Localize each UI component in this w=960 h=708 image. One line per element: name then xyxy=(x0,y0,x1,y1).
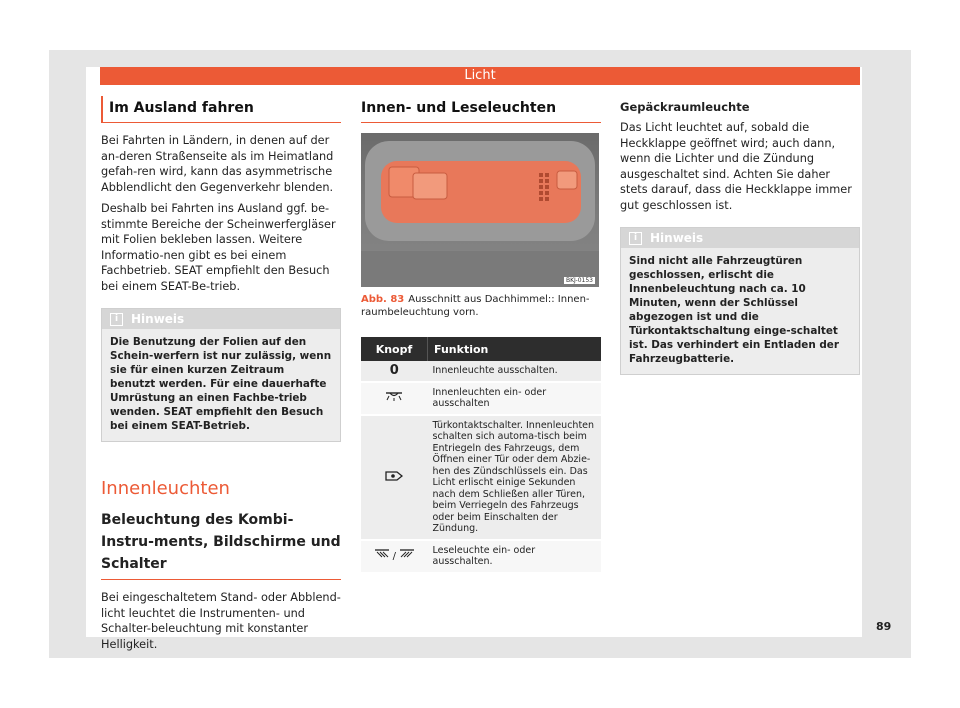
figure-caption xyxy=(361,293,601,319)
reading-light-icon xyxy=(399,549,415,559)
image-code: BKJ-0153 xyxy=(565,277,593,284)
chapter-title: Innenleuchten xyxy=(101,478,230,499)
table-cell-function: Türkontaktschalter. Innenleuchten schalten sich automa-tisch beim Entriegeln des Fahrzeugs, dem Öffnen einer Tür oder dem Abzie-hen des Zündschlüssels ein. Das Licht erlischt einige Sekunden nach dem Schließen aller Türen, beim Verriegeln des Fahrzeugs oder beim Einschalten der Zündung. xyxy=(428,415,602,540)
sub-heading: Beleuchtung des Kombi-Instru-ments, Bildschirme und Schalter xyxy=(101,509,341,580)
table-header-knopf: Knopf xyxy=(361,337,428,361)
figure-caption-text: Ausschnitt aus Dachhimmel:: Innen-raumbeleuchtung vorn. xyxy=(361,294,590,318)
table-row xyxy=(361,361,601,382)
note-text: Sind nicht alle Fahrzeugtüren geschlossen, erlischt die Innenbeleuchtung nach ca. 10 Minuten, wenn der Schlüssel abgezogen ist und die Türkontaktschaltung einge-schaltet ist. Das verhindert ein Entladen der Fahrzeugbatterie. xyxy=(629,255,839,365)
note-header xyxy=(621,228,859,248)
key-interior-light xyxy=(361,382,428,415)
section-heading-lights: Innen- und Leseleuchten xyxy=(361,96,601,123)
note-header xyxy=(102,309,340,329)
door-contact-icon xyxy=(385,470,403,482)
key-off: 0 xyxy=(361,361,428,382)
paragraph: Das Licht leuchtet auf, sobald die Heckklappe geöffnet wird; auch dann, wenn die Lichter und die Zündung ausgeschaltet sind. Achten Sie daher stets darauf, dass die Heckklappe immer gut geschlossen ist. xyxy=(620,121,852,212)
table-row xyxy=(361,382,601,415)
column-right xyxy=(620,96,860,375)
table-row xyxy=(361,415,601,540)
chapter-header: Licht xyxy=(100,67,860,85)
button-function-table xyxy=(361,337,601,574)
column-left xyxy=(101,96,341,658)
table-cell-function: Innenleuchten ein- oder ausschalten xyxy=(428,382,602,415)
key-separator: / xyxy=(392,551,396,563)
paragraph: Bei Fahrten in Ländern, in denen auf der an-deren Straßenseite als im Heimatland gefah-ren wird, kann das asymmetrische Abblendlicht den Gegenverkehr blenden. xyxy=(101,134,334,194)
page-number: 89 xyxy=(876,620,892,633)
section-heading-abroad: Im Ausland fahren xyxy=(101,96,341,123)
paragraph: Deshalb bei Fahrten ins Ausland ggf. be-stimmte Bereiche der Scheinwerfergläser mit Folien bekleben lassen. Weitere Informatio-nen gibt es bei einem Fachbetrieb. SEAT empfiehlt den Besuch bei einem SEAT-Be-trieb. xyxy=(101,202,336,293)
table-header-funktion: Funktion xyxy=(428,337,602,361)
table-cell-function: Innenleuchte ausschalten. xyxy=(428,361,602,382)
note-box xyxy=(620,227,860,375)
info-icon: i xyxy=(629,232,642,245)
key-reading-light xyxy=(361,540,428,573)
info-icon: i xyxy=(110,313,123,326)
reading-light-icon xyxy=(374,549,390,559)
table-header-row xyxy=(361,337,601,361)
key-door-contact xyxy=(361,415,428,540)
note-label: Hinweis xyxy=(650,231,704,245)
roof-console-photo xyxy=(361,133,599,287)
note-box xyxy=(101,308,341,442)
luggage-light-heading: Gepäckraumleuchte xyxy=(620,100,750,114)
roof-console-illustration xyxy=(361,133,599,287)
table-row xyxy=(361,540,601,573)
paragraph: Bei eingeschaltetem Stand- oder Abblend-licht leuchtet die Instrumenten- und Schalter-beleuchtung mit konstanter Helligkeit. xyxy=(101,591,341,651)
note-text: Die Benutzung der Folien auf den Schein-werfern ist nur zulässig, wenn sie für einen kurzen Zeitraum benutzt werden. Für eine dauerhafte Umrüstung an einen Fachbe-trieb wenden. SEAT empfiehlt den Besuch bei einem SEAT-Betrieb. xyxy=(110,336,332,432)
figure-label: Abb. 83 xyxy=(361,294,405,305)
table-cell-function: Leseleuchte ein- oder ausschalten. xyxy=(428,540,602,573)
column-middle xyxy=(361,96,601,574)
note-label: Hinweis xyxy=(131,312,185,326)
interior-light-icon xyxy=(385,392,403,402)
